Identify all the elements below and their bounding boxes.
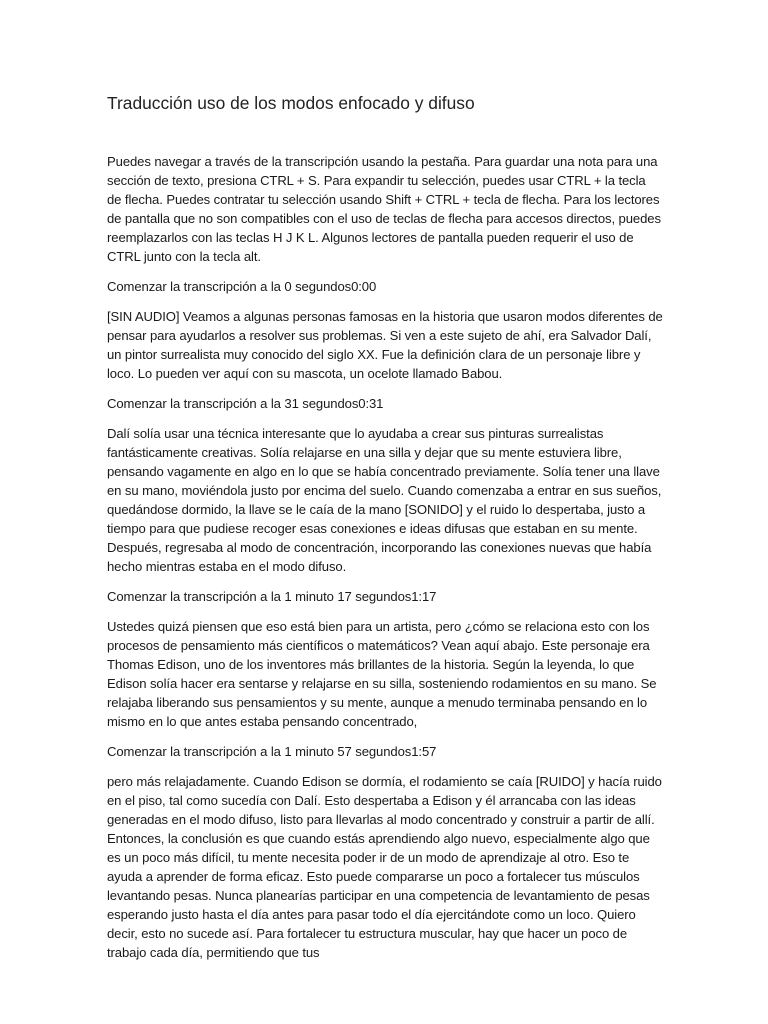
transcript-paragraph: Ustedes quizá piensen que eso está bien para un artista, pero ¿cómo se relaciona esto con los procesos de pensamiento más científicos o matemáticos? Vean aquí abajo. Este personaje era Thomas Edison, uno de los inventores más brillantes de la historia. Según la leyenda, lo que Edison solía hacer era sentarse y relajarse en su silla, sosteniendo rodamientos en su mano. Se relajaba liberando sus pensamientos y su mente, aunque a menudo terminaba pensando en lo mismo en lo que antes estaba pensando concentrado, (107, 619, 657, 729)
transcript-paragraph: pero más relajadamente. Cuando Edison se dormía, el rodamiento se caía [RUIDO] y hacía ruido en el piso, tal como sucedía con Dalí. Esto despertaba a Edison y él arrancaba con las ideas generadas en el modo difuso, listo para llevarlas al modo concentrado y construir a partir de allí. Entonces, la conclusión es que cuando estás aprendiendo algo nuevo, especialmente algo que es un poco más difícil, tu mente necesita poder ir de un modo de aprendizaje al otro. Eso te ayuda a aprender de forma eficaz. Esto puede compararse un poco a fortalecer tus músculos levantando pesas. Nunca planearías participar en una competencia de levantamiento de pesas esperando justo hasta el día antes para pasar todo el día ejercitándote como un loco. Quiero decir, esto no sucede así. Para fortalecer tu estructura muscular, hay que hacer un poco de trabajo cada día, permitiendo que tus (107, 774, 662, 960)
intro-paragraph: Puedes navegar a través de la transcripción usando la pestaña. Para guardar una nota para una sección de texto, presiona CTRL + S. Para expandir tu selección, puedes usar CTRL + la tecla de flecha. Puedes contratar tu selección usando Shift + CTRL + tecla de flecha. Para los lectores de pantalla que no son compatibles con el uso de teclas de flecha para accesos directos, puedes reemplazarlos con las teclas H J K L. Algunos lectores de pantalla pueden requerir el uso de CTRL junto con la tecla alt. (107, 154, 661, 264)
transcript-paragraph: Dalí solía usar una técnica interesante que lo ayudaba a crear sus pinturas surrealistas fantásticamente creativas. Solía relajarse en una silla y dejar que su mente estuviera libre, pensando vagamente en algo en lo que se había concentrado previamente. Solía tener una llave en su mano, moviéndola justo por encima del suelo. Cuando comenzaba a entrar en sus sueños, quedándose dormido, la llave se le caía de la mano [SONIDO] y el ruido lo despertaba, justo a tiempo para que pudiese recoger esas conexiones e ideas difusas que estaban en su mente. Después, regresaba al modo de concentración, incorporando las conexiones nuevas que había hecho mientras estaba en el modo difuso. (107, 426, 662, 574)
timestamp-marker: Comenzar la transcripción a la 1 minuto 17 segundos1:17 (107, 589, 437, 604)
timestamp-marker: Comenzar la transcripción a la 1 minuto 57 segundos1:57 (107, 744, 437, 759)
transcript (107, 152, 663, 973)
transcript-paragraph: [SIN AUDIO] Veamos a algunas personas famosas en la historia que usaron modos diferentes de pensar para ayudarlos a resolver sus problemas. Si ven a este sujeto de ahí, era Salvador Dalí, un pintor surrealista muy conocido del siglo XX. Fue la definición clara de un personaje libre y loco. Lo pueden ver aquí con su mascota, un ocelote llamado Babou. (107, 309, 663, 381)
timestamp-marker: Comenzar la transcripción a la 0 segundos0:00 (107, 279, 377, 294)
timestamp-marker: Comenzar la transcripción a la 31 segundos0:31 (107, 396, 384, 411)
page-title: Traducción uso de los modos enfocado y difuso (107, 93, 475, 113)
